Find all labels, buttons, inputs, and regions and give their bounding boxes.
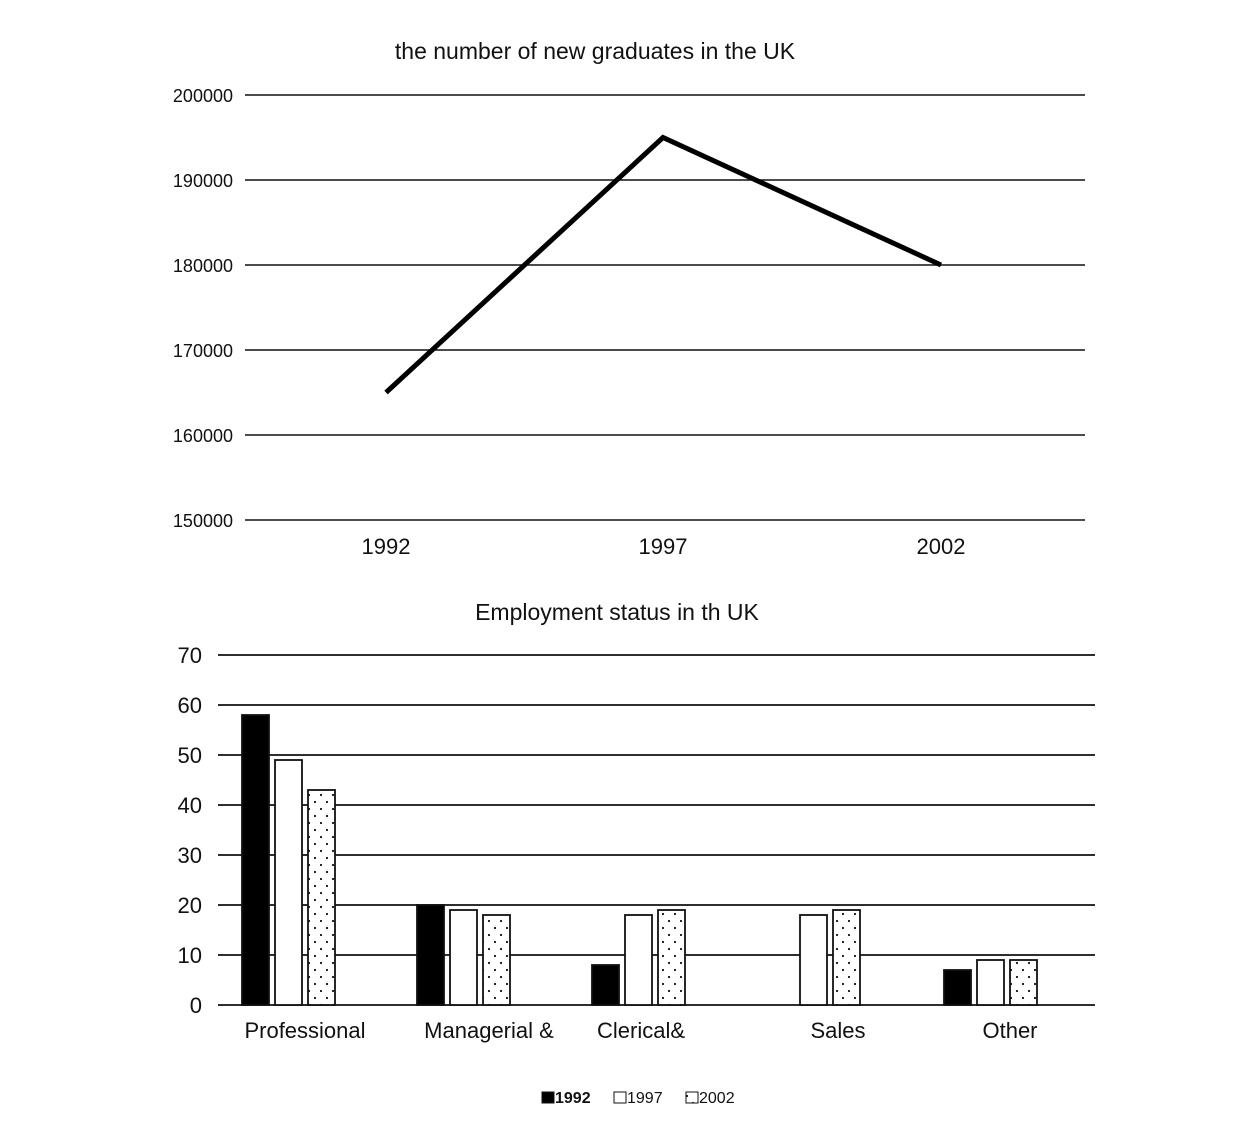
bar-1997-2: [625, 915, 652, 1005]
bar-chart-y-ticks: [178, 643, 202, 1018]
legend-label-1997: 1997: [627, 1090, 663, 1107]
line-chart: [173, 38, 1085, 559]
bar-chart-legend: [542, 1090, 735, 1107]
bar-2002-2: [658, 910, 685, 1005]
bar-chart-x-tick-label: Managerial &: [424, 1018, 554, 1043]
bar-2002-4: [1010, 960, 1037, 1005]
legend-swatch-1992: [542, 1092, 554, 1103]
line-chart-gridlines: [245, 95, 1085, 520]
line-chart-y-ticks: [173, 86, 233, 531]
bar-1997-4: [977, 960, 1004, 1005]
bar-1992-4: [944, 970, 971, 1005]
bar-1997-0: [275, 760, 302, 1005]
bar-chart-x-ticks: [244, 1018, 1037, 1043]
bar-2002-3: [833, 910, 860, 1005]
line-chart-y-tick-label: 190000: [172, 171, 233, 191]
line-chart-y-tick-label: 180000: [172, 256, 233, 276]
bar-chart-y-tick-label: 30: [177, 843, 202, 868]
line-chart-title: the number of new graduates in the UK: [394, 38, 796, 64]
bar-1997-1: [450, 910, 477, 1005]
line-chart-y-tick-label: 150000: [172, 511, 233, 531]
bar-chart-x-tick-label: Sales: [810, 1018, 866, 1043]
bar-chart-x-tick-label: Professional: [244, 1018, 366, 1043]
line-chart-y-tick-label: 200000: [172, 86, 233, 106]
bar-chart: [178, 599, 1095, 1107]
line-chart-x-tick-label: 1992: [361, 534, 411, 559]
bar-chart-y-tick-label: 10: [177, 943, 202, 968]
bar-1997-3: [800, 915, 827, 1005]
bar-chart-y-tick-label: 40: [177, 793, 202, 818]
bar-chart-x-tick-label: Other: [982, 1018, 1038, 1043]
line-chart-y-tick-label: 170000: [172, 341, 233, 361]
bar-chart-y-tick-label: 60: [177, 693, 202, 718]
bar-chart-y-tick-label: 70: [177, 643, 202, 668]
bar-1992-0: [242, 715, 269, 1005]
legend-label-2002: 2002: [699, 1090, 735, 1107]
line-chart-y-tick-label: 160000: [172, 426, 233, 446]
bar-chart-title: Employment status in th UK: [475, 599, 759, 625]
bar-2002-1: [483, 915, 510, 1005]
bar-chart-y-tick-label: 20: [177, 893, 202, 918]
bar-2002-0: [308, 790, 335, 1005]
bar-1992-1: [417, 905, 444, 1005]
line-chart-x-tick-label: 1997: [638, 534, 688, 559]
line-chart-x-tick-label: 2002: [916, 534, 966, 559]
line-chart-x-ticks: [362, 534, 966, 559]
legend-swatch-2002: [686, 1092, 698, 1103]
bar-chart-gridlines: [218, 655, 1095, 1005]
bar-chart-x-tick-label: Clerical&: [596, 1018, 686, 1043]
bar-chart-bars: [242, 715, 1037, 1005]
bar-chart-y-tick-label: 50: [177, 743, 202, 768]
bar-chart-y-tick-label: 0: [189, 993, 202, 1018]
bar-1992-2: [592, 965, 619, 1005]
legend-swatch-1997: [614, 1092, 626, 1103]
legend-label-1992: 1992: [555, 1090, 591, 1107]
